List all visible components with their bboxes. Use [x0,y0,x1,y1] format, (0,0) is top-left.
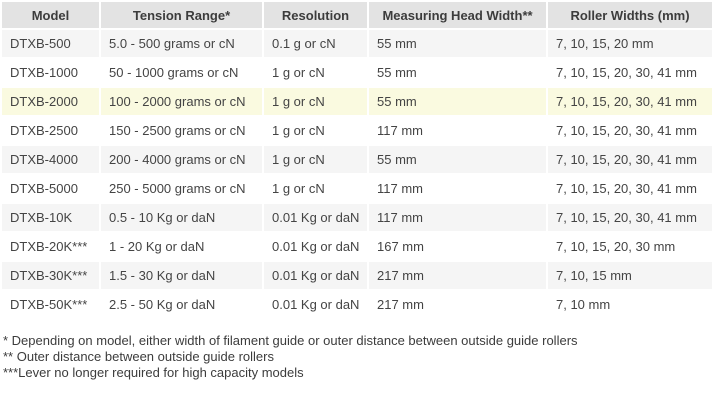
cell-roller-widths: 7, 10, 15, 20, 30, 41 mm [556,65,697,80]
cell-resolution: 1 g or cN [264,175,369,202]
cell-roller-widths: 7, 10, 15, 20, 30, 41 mm [556,123,697,138]
footnote-measuring-head-width: * Depending on model, either width of filament guide or outer distance between outside guide rollers [3,333,578,348]
cell-roller-widths: 7, 10, 15, 20, 30 mm [556,239,676,254]
footnotes [2,333,712,381]
cell-roller-widths: 7, 10 mm [556,297,611,312]
table-row-dtxb-5000 [2,175,712,204]
cell-tension-range: 2.5 - 50 Kg or daN [101,291,264,318]
cell-tension-range: 1 - 20 Kg or daN [101,233,264,260]
cell-head-width: 117 mm [369,204,548,231]
table-row-dtxb-500 [2,30,712,59]
cell-head-width: 55 mm [369,146,548,173]
table-row-dtxb-20k [2,233,712,262]
cell-tension-range: 100 - 2000 grams or cN [101,88,264,115]
footnote-outer-distance: ** Outer distance between outside guide rollers [3,349,274,364]
cell-roller-widths: 7, 10, 15, 20, 30, 41 mm [556,152,697,167]
table-row-dtxb-4000 [2,146,712,175]
spec-table [2,2,712,320]
cell-roller-widths: 7, 10, 15, 20, 30, 41 mm [556,181,697,196]
cell-resolution: 1 g or cN [264,117,369,144]
cell-head-width: 167 mm [369,233,548,260]
cell-resolution: 0.01 Kg or daN [264,204,369,231]
cell-model: DTXB-2500 [2,117,101,144]
cell-tension-range: 50 - 1000 grams or cN [101,59,264,86]
table-row-dtxb-1000 [2,59,712,88]
cell-resolution: 0.01 Kg or daN [264,262,369,289]
cell-head-width: 217 mm [369,262,548,289]
table-row-dtxb-2000-highlighted [2,88,712,117]
cell-model: DTXB-20K*** [2,233,101,260]
cell-tension-range: 0.5 - 10 Kg or daN [101,204,264,231]
table-row-dtxb-10k [2,204,712,233]
table-row-dtxb-30k [2,262,712,291]
cell-model: DTXB-10K [2,204,101,231]
cell-resolution: 1 g or cN [264,88,369,115]
cell-head-width: 55 mm [369,30,548,57]
cell-head-width: 55 mm [369,59,548,86]
cell-model: DTXB-5000 [2,175,101,202]
cell-resolution: 0.01 Kg or daN [264,233,369,260]
cell-tension-range: 150 - 2500 grams or cN [101,117,264,144]
cell-head-width: 217 mm [369,291,548,318]
cell-head-width: 117 mm [369,117,548,144]
cell-tension-range: 5.0 - 500 grams or cN [101,30,264,57]
column-header-tension-range: Tension Range* [101,2,264,28]
column-header-roller-widths: Roller Widths (mm) [570,7,690,23]
table-row-dtxb-50k [2,291,712,320]
cell-model: DTXB-30K*** [2,262,101,289]
footnote-lever: ***Lever no longer required for high capacity models [3,365,304,380]
cell-resolution: 1 g or cN [264,146,369,173]
column-header-model: Model [2,2,101,28]
cell-resolution: 0.1 g or cN [264,30,369,57]
cell-head-width: 55 mm [369,88,548,115]
cell-model: DTXB-1000 [2,59,101,86]
cell-resolution: 0.01 Kg or daN [264,291,369,318]
cell-resolution: 1 g or cN [264,59,369,86]
table-row-dtxb-2500 [2,117,712,146]
column-header-head-width: Measuring Head Width** [369,2,548,28]
cell-model: DTXB-50K*** [2,291,101,318]
cell-roller-widths: 7, 10, 15, 20 mm [556,36,654,51]
table-header-row [2,2,712,30]
column-header-resolution: Resolution [264,2,369,28]
cell-roller-widths: 7, 10, 15, 20, 30, 41 mm [556,94,697,109]
cell-model: DTXB-4000 [2,146,101,173]
cell-head-width: 117 mm [369,175,548,202]
cell-roller-widths: 7, 10, 15 mm [556,268,632,283]
cell-roller-widths: 7, 10, 15, 20, 30, 41 mm [556,210,697,225]
cell-tension-range: 250 - 5000 grams or cN [101,175,264,202]
cell-tension-range: 1.5 - 30 Kg or daN [101,262,264,289]
cell-model: DTXB-2000 [2,88,101,115]
cell-tension-range: 200 - 4000 grams or cN [101,146,264,173]
cell-model: DTXB-500 [2,30,101,57]
